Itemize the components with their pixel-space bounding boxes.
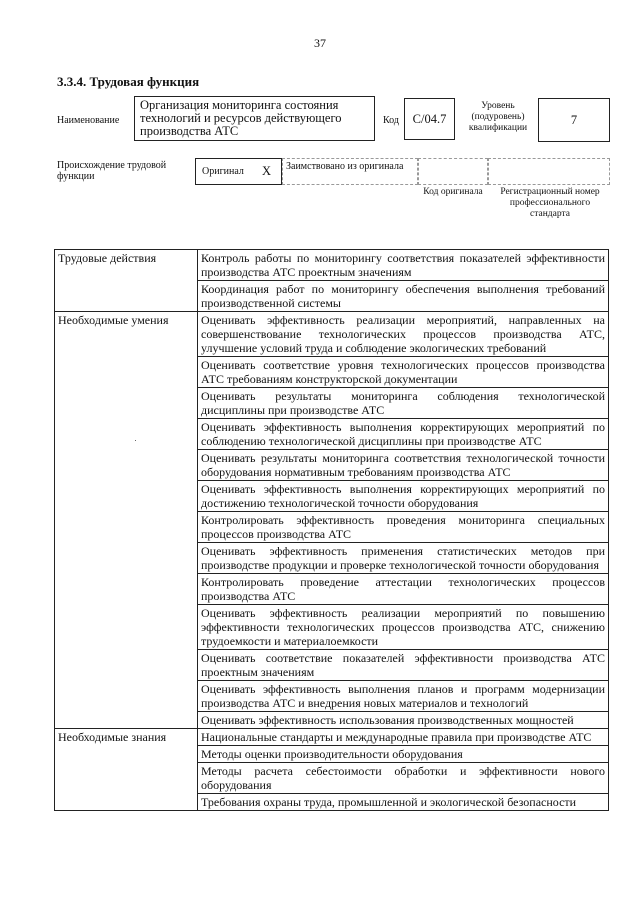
category-cell: [55, 481, 198, 512]
category-cell: [55, 712, 198, 729]
category-cell: [55, 574, 198, 605]
category-cell: [55, 543, 198, 574]
row-text: Требования охраны труда, промышленной и экологической безопасности: [198, 794, 609, 811]
registration-number-cell: [488, 158, 610, 185]
table-row: [55, 357, 609, 388]
table-row: [55, 763, 609, 794]
table-row: [55, 681, 609, 712]
original-label: Оригинал: [202, 166, 244, 177]
table-row: [55, 650, 609, 681]
row-text: Контролировать проведение аттестации технологических процессов производства АТС: [198, 574, 609, 605]
category-cell: [55, 357, 198, 388]
category-cell: [55, 650, 198, 681]
row-text: Национальные стандарты и международные правила при производстве АТС: [198, 729, 609, 746]
category-label: Трудовые действия: [55, 250, 198, 281]
category-cell: [55, 605, 198, 650]
row-text: Оценивать соответствие уровня технологических процессов производства АТС требованиям конструкторской документации: [198, 357, 609, 388]
table-row: [55, 605, 609, 650]
function-table: [54, 249, 609, 811]
category-cell: [55, 512, 198, 543]
borrowed-cell: Заимствовано из оригинала: [282, 158, 418, 185]
code-label: Код: [383, 115, 399, 126]
table-body: [55, 250, 609, 811]
registration-caption: Регистрационный номер профессионального стандарта: [500, 187, 600, 219]
code-value: C/04.7: [404, 98, 455, 140]
category-cell: [55, 763, 198, 794]
row-text: Контроль работы по мониторингу соответствия показателей эффективности производства АТС проектным значениям: [198, 250, 609, 281]
original-cell: [195, 158, 282, 185]
category-cell: [55, 681, 198, 712]
table-row: [55, 512, 609, 543]
page-number: 37: [314, 36, 326, 50]
row-text: Оценивать соответствие показателей эффективности производства АТС проектным значениям: [198, 650, 609, 681]
original-mark: X: [262, 164, 272, 178]
section-title: 3.3.4. Трудовая функция: [57, 74, 200, 89]
row-text: Оценивать эффективность реализации мероприятий по повышению эффективности технологических процессов производства АТС, снижению трудоемкости и материалоемкости: [198, 605, 609, 650]
category-cell: [55, 746, 198, 763]
level-label: Уровень (подуровень) квалификации: [468, 101, 528, 133]
row-text: Оценивать эффективность выполнения планов и программ модернизации производства АТС и внедрения новых материалов и технологий: [198, 681, 609, 712]
row-text: Оценивать эффективность выполнения корректирующих мероприятий по соблюдению технологической дисциплины при производстве АТС: [198, 419, 609, 450]
category-cell: [55, 450, 198, 481]
table-row: [55, 419, 609, 450]
category-cell: [55, 388, 198, 419]
table-row: [55, 250, 609, 281]
origin-label: Происхождение трудовой функции: [57, 160, 167, 182]
code-caption: Код оригинала: [423, 187, 483, 197]
row-text: Оценивать эффективность выполнения корректирующих мероприятий по достижению технологической точности оборудования: [198, 481, 609, 512]
function-name: Организация мониторинга состояния технологий и ресурсов действующего производства АТС: [134, 96, 375, 141]
table-row: [55, 543, 609, 574]
row-text: Контролировать эффективность проведения мониторинга специальных процессов производства АТС: [198, 512, 609, 543]
category-cell: [55, 794, 198, 811]
table-row: [55, 574, 609, 605]
row-text: Координация работ по мониторингу обеспечения выполнения требований производственной системы: [198, 281, 609, 312]
row-text: Оценивать результаты мониторинга соблюдения технологической дисциплины при производстве АТС: [198, 388, 609, 419]
row-text: Методы расчета себестоимости обработки и эффективности нового оборудования: [198, 763, 609, 794]
table-row: [55, 481, 609, 512]
category-cell: [55, 281, 198, 312]
category-cell: [55, 419, 198, 450]
category-label: Необходимые знания: [55, 729, 198, 746]
row-text: Оценивать результаты мониторинга соответствия технологической точности оборудования нормативным требованиям производства АТС: [198, 450, 609, 481]
table-row: [55, 712, 609, 729]
category-label: Необходимые умения: [55, 312, 198, 357]
table-row: [55, 450, 609, 481]
original-code-cell: [418, 158, 488, 185]
table-row: [55, 388, 609, 419]
table-row: [55, 281, 609, 312]
row-text: Методы оценки производительности оборудования: [198, 746, 609, 763]
name-label: Наименование: [57, 115, 120, 126]
table-row: [55, 746, 609, 763]
row-text: Оценивать эффективность использования производственных мощностей: [198, 712, 609, 729]
row-text: Оценивать эффективность реализации мероприятий, направленных на совершенствование технологических процессов производства АТС, улучшение условий труда и соблюдение экологических требований: [198, 312, 609, 357]
table-row: [55, 312, 609, 357]
row-text: Оценивать эффективность применения статистических методов при производстве продукции и проверке технологической точности оборудования: [198, 543, 609, 574]
level-value: 7: [538, 98, 610, 142]
table-row: [55, 729, 609, 746]
table-row: [55, 794, 609, 811]
